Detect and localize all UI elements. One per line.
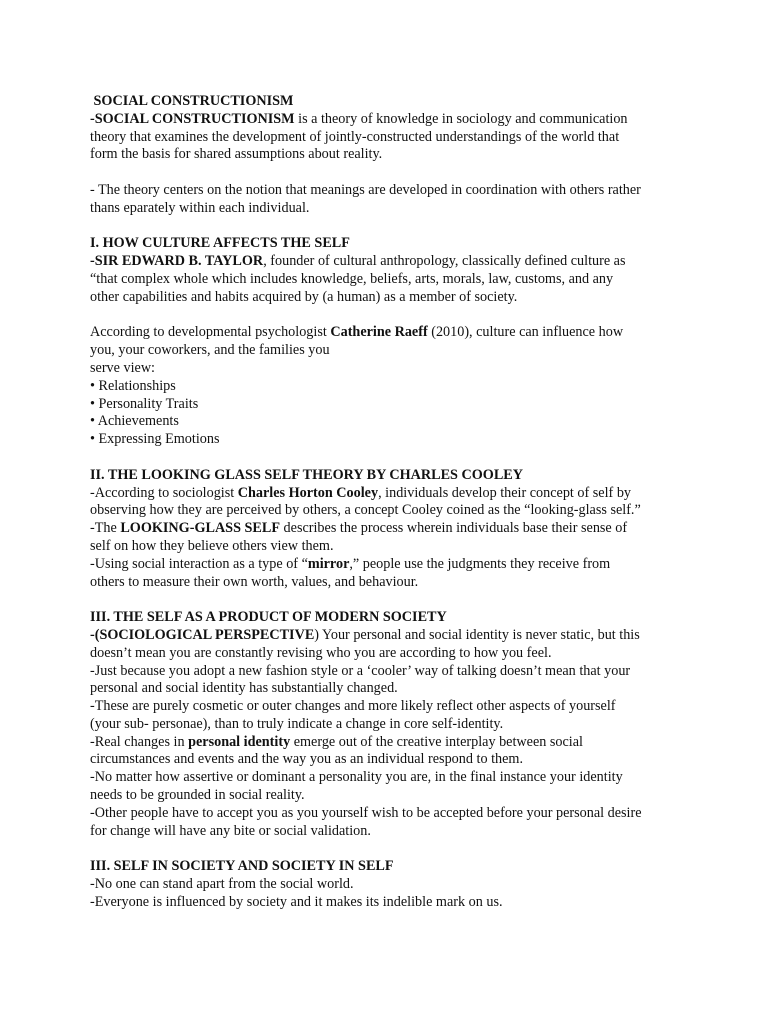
text-run: -The xyxy=(90,520,121,537)
text-run: personal and social identity has substantially changed. xyxy=(90,680,398,697)
bold-text-run: Catherine Raeff xyxy=(330,324,428,341)
text-run: • Expressing Emotions xyxy=(90,431,220,448)
text-line xyxy=(90,769,690,787)
text-run: emerge out of the creative interplay between social xyxy=(290,733,583,750)
text-line xyxy=(90,609,690,627)
text-line xyxy=(90,734,690,752)
bold-text-run: II. THE LOOKING GLASS SELF THEORY BY CHARLES COOLEY xyxy=(90,466,523,483)
text-line xyxy=(90,342,690,360)
text-line xyxy=(90,876,690,894)
text-line xyxy=(90,574,690,592)
text-line xyxy=(90,698,690,716)
text-line xyxy=(90,823,690,841)
text-run: -Other people have to accept you as you yourself wish to be accepted before your personal desire xyxy=(90,804,642,821)
paragraph-spacer xyxy=(90,449,690,467)
text-line xyxy=(90,146,690,164)
text-line xyxy=(90,556,690,574)
text-run: -These are purely cosmetic or outer changes and more likely reflect other aspects of yourself xyxy=(90,698,616,715)
bold-text-run: -SIR EDWARD B. TAYLOR xyxy=(90,253,264,270)
text-run: doesn’t mean you are constantly revising who you are according to how you feel. xyxy=(90,644,552,661)
text-line xyxy=(90,111,690,129)
text-line xyxy=(90,894,690,912)
text-run: others to measure their own worth, values, and behaviour. xyxy=(90,573,419,590)
text-run: (your sub- personae), than to truly indicate a change in core self-identity. xyxy=(90,715,504,732)
text-run: • Achievements xyxy=(90,413,179,430)
text-line xyxy=(90,663,690,681)
text-run: -According to sociologist xyxy=(90,484,238,501)
text-run: form the basis for shared assumptions about reality. xyxy=(90,146,383,163)
bold-text-run: I. HOW CULTURE AFFECTS THE SELF xyxy=(90,235,350,252)
text-run: , individuals develop their concept of self by xyxy=(378,484,632,501)
text-run: you, your coworkers, and the families you xyxy=(90,342,330,359)
text-line xyxy=(90,805,690,823)
text-line xyxy=(90,538,690,556)
text-line xyxy=(90,858,690,876)
text-run: needs to be grounded in social reality. xyxy=(90,787,305,804)
text-run: - The theory centers on the notion that meanings are developed in coordination with others rather xyxy=(90,181,641,198)
paragraph-spacer xyxy=(90,840,690,858)
text-line xyxy=(90,751,690,769)
text-run: , founder of cultural anthropology, classically defined culture as xyxy=(263,253,626,270)
text-line xyxy=(90,129,690,147)
bold-text-run: personal identity xyxy=(188,733,291,750)
paragraph-spacer xyxy=(90,591,690,609)
text-line xyxy=(90,396,690,414)
text-line xyxy=(90,253,690,271)
text-line xyxy=(90,182,690,200)
text-run: -Everyone is influenced by society and it makes its indelible mark on us. xyxy=(90,893,503,910)
text-line xyxy=(90,716,690,734)
paragraph-spacer xyxy=(90,218,690,236)
text-run: circumstances and events and the way you as an individual respond to them. xyxy=(90,751,523,768)
text-run: According to developmental psychologist xyxy=(90,324,331,341)
text-line xyxy=(90,289,690,307)
text-run: other capabilities and habits acquired by (a human) as a member of society. xyxy=(90,288,518,305)
text-run: thans eparately within each individual. xyxy=(90,199,310,216)
bold-text-run: -SOCIAL CONSTRUCTIONISM xyxy=(90,110,295,127)
text-line xyxy=(90,360,690,378)
text-line xyxy=(90,467,690,485)
text-line xyxy=(90,502,690,520)
text-run: -No matter how assertive or dominant a personality you are, in the final instance your identity xyxy=(90,769,623,786)
text-line xyxy=(90,324,690,342)
text-line xyxy=(90,645,690,663)
text-run: for change will have any bite or social validation. xyxy=(90,822,371,839)
text-run: theory that examines the development of jointly-constructed understandings of the world that xyxy=(90,128,620,145)
bold-text-run: SOCIAL CONSTRUCTIONISM xyxy=(90,93,294,109)
bold-text-run: mirror xyxy=(307,555,350,572)
text-run: describes the process wherein individuals base their sense of xyxy=(280,520,628,537)
bold-text-run: -(SOCIOLOGICAL PERSPECTIVE xyxy=(90,626,315,643)
text-line xyxy=(90,235,690,253)
text-run: ,” people use the judgments they receive from xyxy=(349,555,611,572)
text-run: • Relationships xyxy=(90,377,176,394)
paragraph-spacer xyxy=(90,307,690,325)
text-line xyxy=(90,787,690,805)
text-run: • Personality Traits xyxy=(90,395,199,412)
text-run: observing how they are perceived by others, a concept Cooley coined as the “looking-glass self.” xyxy=(90,502,641,519)
bold-text-run: III. SELF IN SOCIETY AND SOCIETY IN SELF xyxy=(90,858,394,875)
text-run: (2010), culture can influence how xyxy=(427,324,624,341)
text-run: ) Your personal and social identity is never static, but this xyxy=(314,626,640,643)
text-run: -Just because you adopt a new fashion style or a ‘cooler’ way of talking doesn’t mean that your xyxy=(90,662,631,679)
bold-text-run: III. THE SELF AS A PRODUCT OF MODERN SOCIETY xyxy=(90,609,447,626)
text-run: -Real changes in xyxy=(90,733,189,750)
text-line xyxy=(90,93,690,111)
text-line xyxy=(90,627,690,645)
text-line xyxy=(90,200,690,218)
text-run: “that complex whole which includes knowledge, beliefs, arts, morals, law, customs, and any xyxy=(90,270,614,287)
text-line xyxy=(90,431,690,449)
text-line xyxy=(90,680,690,698)
text-line xyxy=(90,485,690,503)
text-run: -No one can stand apart from the social world. xyxy=(90,876,354,893)
text-run: is a theory of knowledge in sociology and communication xyxy=(294,110,628,127)
text-run: -Using social interaction as a type of “ xyxy=(90,555,308,572)
text-line xyxy=(90,413,690,431)
text-run: serve view: xyxy=(90,359,156,376)
text-run: self on how they believe others view them. xyxy=(90,537,334,554)
text-line xyxy=(90,271,690,289)
text-line xyxy=(90,378,690,396)
text-line xyxy=(90,520,690,538)
document-page xyxy=(90,93,690,912)
paragraph-spacer xyxy=(90,164,690,182)
bold-text-run: Charles Horton Cooley xyxy=(237,484,379,501)
bold-text-run: LOOKING-GLASS SELF xyxy=(120,520,280,537)
